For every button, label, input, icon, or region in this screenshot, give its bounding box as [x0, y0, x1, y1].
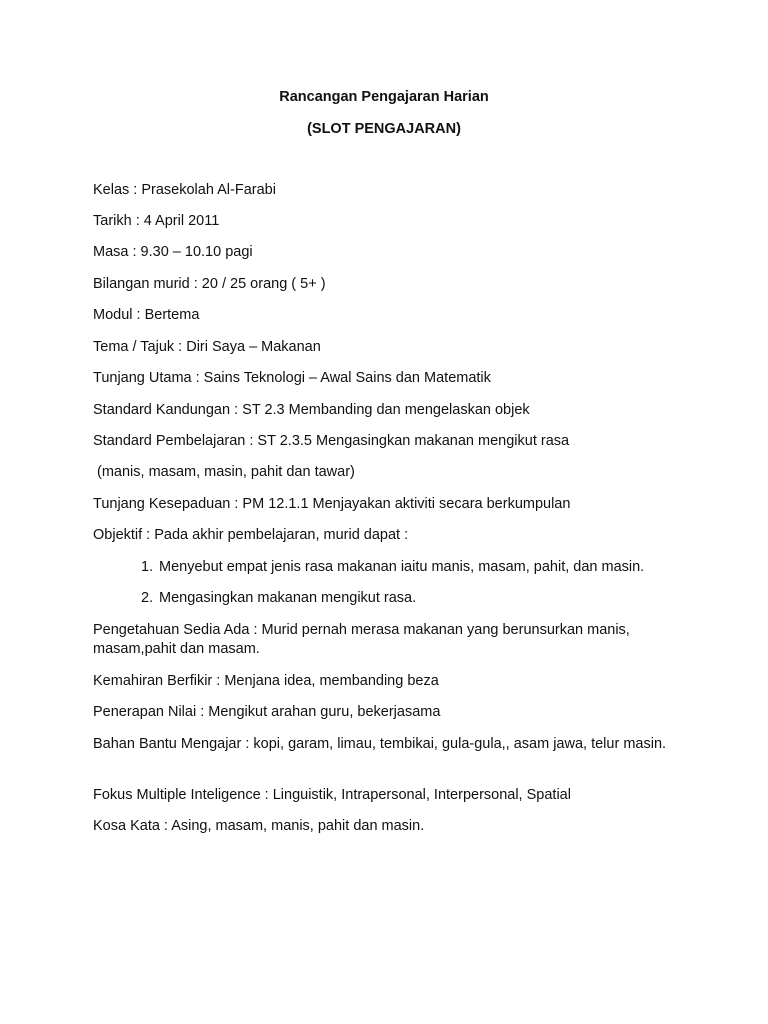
bahan-bantu-mengajar-line: Bahan Bantu Mengajar : kopi, garam, limau, tembikai, gula-gula,, asam jawa, telur masin.: [93, 736, 667, 752]
objektif-item: [141, 558, 731, 577]
document-subtitle: (SLOT PENGAJARAN): [307, 121, 461, 137]
pengetahuan-sedia-ada-line: Pengetahuan Sedia Ada : Murid pernah merasa makanan yang berunsurkan manis, masam,pahit dan masam.: [93, 622, 630, 657]
objektif-line: Objektif : Pada akhir pembelajaran, murid dapat :: [93, 527, 409, 543]
masa-line: Masa : 9.30 – 10.10 pagi: [93, 244, 253, 260]
tarikh-line: Tarikh : 4 April 2011: [93, 213, 220, 229]
kosa-kata-line: Kosa Kata : Asing, masam, manis, pahit dan masin.: [93, 818, 425, 834]
tema-line: Tema / Tajuk : Diri Saya – Makanan: [93, 339, 321, 355]
objektif-item-number: 1.: [141, 559, 154, 575]
fokus-multiple-inteligence-line: Fokus Multiple Inteligence : Linguistik, Intrapersonal, Interpersonal, Spatial: [93, 787, 571, 803]
modul-line: Modul : Bertema: [93, 307, 200, 323]
objektif-item-number: 2.: [141, 590, 154, 606]
standard-pembelajaran-line: Standard Pembelajaran : ST 2.3.5 Mengasingkan makanan mengikut rasa: [93, 433, 570, 449]
tunjang-kesepaduan-line: Tunjang Kesepaduan : PM 12.1.1 Menjayakan aktiviti secara berkumpulan: [93, 496, 571, 512]
tunjang-utama-line: Tunjang Utama : Sains Teknologi – Awal Sains dan Matematik: [93, 370, 491, 386]
kelas-line: Kelas : Prasekolah Al-Farabi: [93, 182, 276, 198]
penerapan-nilai-line: Penerapan Nilai : Mengikut arahan guru, bekerjasama: [93, 704, 441, 720]
standard-pembelajaran-continuation: (manis, masam, masin, pahit dan tawar): [97, 464, 355, 480]
objektif-item-text: Mengasingkan makanan mengikut rasa.: [159, 590, 417, 606]
objektif-item: [141, 589, 731, 608]
kemahiran-berfikir-line: Kemahiran Berfikir : Menjana idea, membanding beza: [93, 673, 439, 689]
document-title: Rancangan Pengajaran Harian: [279, 89, 489, 105]
bilangan-murid-line: Bilangan murid : 20 / 25 orang ( 5+ ): [93, 276, 326, 292]
objektif-item-text: Menyebut empat jenis rasa makanan iaitu manis, masam, pahit, dan masin.: [159, 559, 645, 575]
standard-kandungan-line: Standard Kandungan : ST 2.3 Membanding dan mengelaskan objek: [93, 402, 530, 418]
